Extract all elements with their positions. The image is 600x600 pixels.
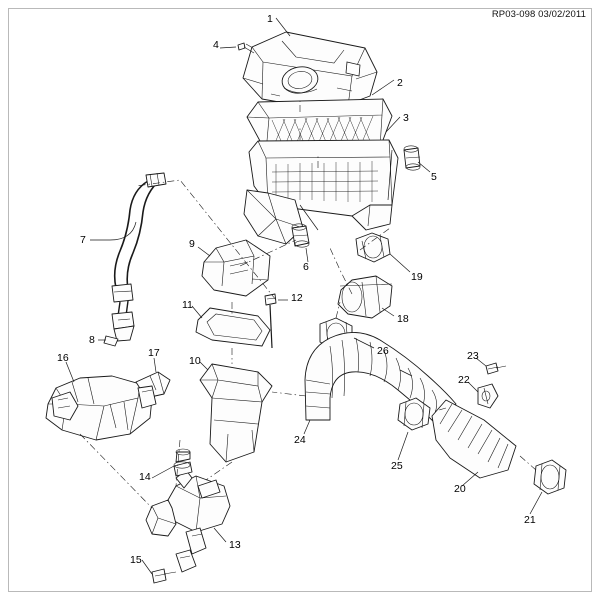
callout-15: 15 <box>130 554 142 566</box>
callout-13: 13 <box>229 539 241 551</box>
callout-18: 18 <box>397 313 409 325</box>
part-23-bolt <box>486 363 506 374</box>
callout-22: 22 <box>458 374 470 386</box>
part-17-bracket <box>136 372 170 408</box>
part-8-sensor <box>104 312 134 346</box>
callout-14: 14 <box>139 471 151 483</box>
part-6-grommet <box>292 224 309 247</box>
part-22-bracket <box>478 384 498 408</box>
callout-26: 26 <box>377 345 389 357</box>
callout-8: 8 <box>89 334 95 346</box>
callout-12: 12 <box>291 292 303 304</box>
callout-4: 4 <box>213 39 219 51</box>
callout-19: 19 <box>411 271 423 283</box>
callout-3: 3 <box>403 112 409 124</box>
callout-25: 25 <box>391 460 403 472</box>
part-19-clamp <box>356 233 390 262</box>
part-3-air-cleaner-housing <box>244 140 398 244</box>
part-11-duct-gasket <box>196 308 270 346</box>
callout-5: 5 <box>431 171 437 183</box>
part-18-inlet-elbow <box>338 276 392 318</box>
callout-9: 9 <box>189 238 195 250</box>
callout-11: 11 <box>182 299 193 311</box>
callout-6: 6 <box>303 261 309 273</box>
callout-7: 7 <box>80 234 86 246</box>
callout-21: 21 <box>524 514 536 526</box>
callout-17: 17 <box>148 347 160 359</box>
part-15-bolt <box>152 569 176 583</box>
part-20-resonator-hose <box>432 400 516 478</box>
part-1-air-cleaner-cover <box>243 32 377 111</box>
part-16-intake-manifold <box>46 372 170 440</box>
callout-16: 16 <box>57 352 69 364</box>
part-9-resonator-duct <box>202 240 270 296</box>
part-21-clamp <box>534 460 566 494</box>
part-7-vent-hose <box>104 173 166 346</box>
callout-20: 20 <box>454 483 466 495</box>
callout-23: 23 <box>467 350 479 362</box>
part-5-grommet <box>404 146 420 170</box>
part-13-resonator-box <box>146 462 230 572</box>
part-12-screw <box>265 294 276 348</box>
callout-1: 1 <box>267 13 273 25</box>
part-10-air-inlet-duct <box>200 364 272 462</box>
callout-24: 24 <box>294 434 306 446</box>
callout-10: 10 <box>189 355 201 367</box>
callout-2: 2 <box>397 77 403 89</box>
document-id-label: RP03-098 03/02/2011 <box>491 9 586 20</box>
